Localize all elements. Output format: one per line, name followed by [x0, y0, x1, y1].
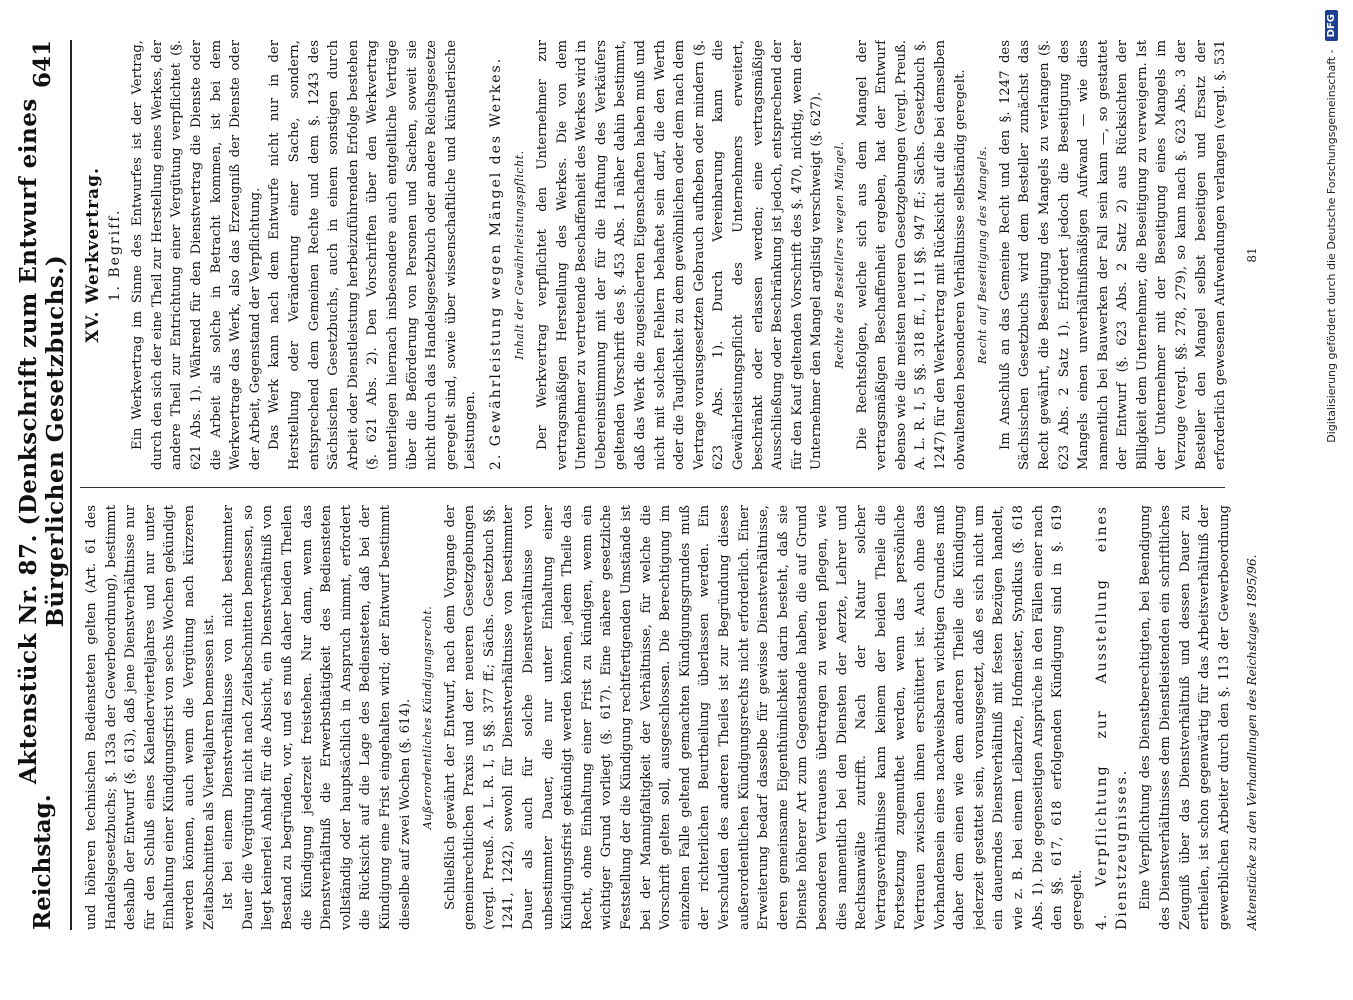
paragraph: Eine Verpflichtung des Dienstberechtigten, bei Beendigung des Dienstverhältnisses dem Dienstleistenden ein schriftliches Zeugniß über das Dienstverhältniß und dessen Dauer zu ertheilen, ist schon gegenwärtig für das Arbeitsverhältniß der gewerblichen Arbeiter durch den §. 113 der Gewerbeordnung — [1138, 505, 1232, 930]
paragraph: Im Anschluß an das Gemeine Recht und den §. 1247 des Sächsischen Gesetzbuchs wird dem Besteller zunächst das Recht gewährt, die Beseitigung des Mangels zu verlangen (§. 623 Abs. 2 Satz 1). Erfordert jedoch die Beseitigung des Mangels einen unverhältnißmäßigen Aufwand — wie dies namentlich bei Bauwerken der Fall sein kann —, so gestattet der Entwurf (§. 623 Abs. 2 Satz 2) aus Rücksichten der Billigkeit dem Unternehmer, die Beseitigung zu verweigern. Ist der Unternehmer mit der Beseitigung eines Mangels im Verzuge (vergl. §§. 278, 279), so kann nach §. 623 Abs. 3 der Besteller den Mangel selbst beseitigen und Ersatz der erforderlich gewesenen Aufwendungen verlangen (vergl. §. 531 — [997, 40, 1229, 470]
paragraph: Ist bei einem Dienstverhältnisse von nicht bestimmter Dauer die Vergütung nicht nach Zeitabschnitten bemessen, so liegt keinerlei Anhalt für die Absicht, ein Dienstverhältniß von Bestand zu begründen, vor, und es muß daher beiden Theilen die Kündigung jederzeit freistehen. Nur dann, wenn das Dienstverhältniß die Erwerbsthätigkeit des Bediensteten vollständig oder hauptsächlich in Anspruch nimmt, erfordert die Rücksicht auf die Lage des Bediensteten, daß bei der Kündigung eine Frist eingehalten wird; der Entwurf bestimmt dieselbe auf zwei Wochen (§. 614). — [221, 505, 413, 930]
chapter-title: XV. Werkvertrag. — [83, 167, 103, 343]
header-title: Aktenstück Nr. 87. (Denkschrift zum Entwurf eines Bürgerlichen Gesetzbuchs.) — [15, 98, 69, 785]
page-number: 641 — [28, 40, 56, 89]
footer-note: Aktenstücke zu den Verhandlungen des Reichstages 1895/96. — [1245, 554, 1259, 930]
subheading: Außerordentliches Kündigungsrecht. — [421, 605, 435, 830]
page-header — [15, 40, 69, 930]
header-rule — [70, 40, 72, 930]
column-divider — [80, 487, 1225, 488]
section-heading: 1. Begriff. — [106, 208, 123, 302]
paragraph: Schließlich gewährt der Entwurf, nach dem Vorgange der gemeinrechtlichen Praxis und der neueren Gesetzgebungen (vergl. Preuß. A. L. R. I, 5 §§. 377 ff.; Sächs. Gesetzbuch §§. 1241, 1242), sowohl für Dienstverhältnisse von bestimmter Dauer als auch für solche Dienstverhältnisse von unbestimmter Dauer, die nur unter Einhaltung einer Kündigungsfrist gekündigt werden können, jedem Theile das Recht, ohne Einhaltung einer Frist zu kündigen, wenn ein wichtiger Grund vorliegt (§. 617). Eine nähere gesetzliche Feststellung der die Kündigung rechtfertigenden Umstände ist bei der Mannigfaltigkeit der Verhältnisse, für welche die Vorschrift gelten soll, ausgeschlossen. Die Berechtigung im einzelnen Falle geltend gemachten Kündigungsgrundes muß der richterlichen Beurtheilung überlassen werden. Ein Verschulden des anderen Theiles ist zur Begründung dieses außerordentlichen Kündigungsrechts nicht erforderlich. Einer Erweiterung bedarf dasselbe für gewisse Dienstverhältnisse, deren gemeinsame Eigenthümlichkeit darin besteht, daß sie Dienste höherer Art zum Gegenstande haben, die auf Grund besonderen Vertrauens übertragen zu werden pflegen, wie dies namentlich bei den Diensten der Aerzte, Lehrer und Rechtsanwälte zutrifft. Nach der Natur solcher Vertragsverhältnisse kann keinem der beiden Theile die Fortsetzung zugemuthet werden, wenn das persönliche Vertrauen zwischen ihnen erschüttert ist. Auch ohne das Vorhandensein eines nachweisbaren wichtigen Grundes muß daher dem einen wie dem anderen Theile die Kündigung jederzeit gestattet sein, vorausgesetzt, daß es sich nicht um ein dauerndes Dienstverhältniß mit festen Bezügen handelt, wie z. B. bei einem Leibarzte, Hofmeister, Syndikus (§. 618 Abs. 1). Die gegenseitigen Ansprüche in den Fällen einer nach den §§. 617, 618 erfolgenden Kündigung sind in §. 619 geregelt. — [442, 505, 1085, 930]
signature-number: 81 — [1245, 247, 1259, 263]
paragraph: Der Werkvertrag verpflichtet den Unternehmer zur vertragsmäßigen Herstellung des Werkes. Die von dem Unternehmer zu vertretende Beschaffenheit des Werkes wird in Uebereinstimmung mit der für die Haftung des Verkäufers geltenden Vorschrift des §. 453 Abs. 1 näher dahin bestimmt, daß das Werk die zugesicherten Eigenschaften haben muß und nicht mit solchen Fehlern behaftet sein darf, die den Werth oder die Tauglichkeit zu dem gewöhnlichen oder dem nach dem Vertrage vorausgesetzten Gebrauch aufheben oder mindern (§. 623 Abs. 1). Durch Vereinbarung kann die Gewährleistungspflicht des Unternehmers erweitert, beschränkt oder erlassen werden; eine vertragsmäßige Ausschließung oder Beschränkung ist jedoch, entsprechend der für den Kauf geltenden Vorschrift des §. 470, nichtig, wenn der Unternehmer den Mangel arglistig verschweigt (§. 627). — [535, 40, 825, 470]
left-column — [82, 505, 1232, 930]
header-left: Reichstag. — [28, 794, 56, 930]
watermark-text: Digitalisierung gefördert durch die Deutsche Forschungsgemeinschaft - — [1324, 49, 1338, 443]
subheading: Inhalt der Gewährleistungspflicht. — [513, 150, 527, 360]
dfg-logo: DFG — [1325, 10, 1338, 41]
dfg-watermark — [1320, 10, 1342, 1000]
paragraph: Das Werk kann nach dem Entwurfe nicht nur in der Herstellung oder Veränderung einer Sache, sondern, entsprechend dem Gemeinen Rechte und dem §. 1243 des Sächsischen Gesetzbuchs, auch in einem sonstigen durch Arbeit oder Dienstleistung herbeizuführenden Erfolge bestehen (§. 621 Abs. 2). Den Vorschriften über den Werkvertrag unterliegen hiernach insbesondere auch entgeltliche Verträge über die Beförderung von Personen und Sachen, soweit sie nicht durch das Handelsgesetzbuch oder andere Reichsgesetze geregelt sind, sowie über wissenschaftliche und künstlerische Leistungen. — [267, 40, 479, 470]
right-column — [82, 40, 1232, 470]
section-heading: 4. Verpflichtung zur Ausstellung eines Dienstzeugnisses. — [1094, 505, 1130, 930]
subheading: Recht auf Beseitigung des Mangels. — [976, 146, 990, 364]
section-heading: 2. Gewährleistung wegen Mängel des Werkes. — [487, 56, 504, 470]
paragraph: Die Rechtsfolgen, welche sich aus dem Mangel der vertragsmäßigen Beschaffenheit ergeben, hat der Entwurf ebenso wie die meisten neueren Gesetzgebungen (vergl. Preuß. A. L. R. I, 5 §§. 318 ff., I, 11 §§. 947 ff.; Sächs. Gesetzbuch §. 1247) für den Werkvertrag mit Rücksicht auf die bei demselben obwaltenden besonderen Verhältnisse selbständig geregelt. — [854, 40, 968, 470]
subheading: Rechte des Bestellers wegen Mängel. — [832, 141, 846, 369]
paragraph: und höheren technischen Bediensteten gelten (Art. 61 des Handelsgesetzbuchs; §. 133a der Gewerbeordnung), bestimmt deshalb der Entwurf (§. 613), daß jene Dienstverhältnisse nur für den Schluß eines Kalendervierteljahres und nur unter Einhaltung einer Kündigungsfrist von sechs Wochen gekündigt werden können, auch wenn die Vergütung nach kürzeren Zeitabschnitten als Vierteljahren bemessen ist. — [84, 505, 217, 930]
paragraph: Ein Werkvertrag im Sinne des Entwurfes ist der Vertrag, durch den sich der eine Theil zur Herstellung eines Werkes, der andere Theil zur Entrichtung einer Vergütung verpflichtet (§. 621 Abs. 1). Während für den Dienstvertrag die Dienste oder die Arbeit als solche in Betracht kommen, ist bei dem Werkvertrage das Werk, also das Erzeugniß der Dienste oder der Arbeit, Gegenstand der Verpflichtung. — [130, 40, 263, 470]
